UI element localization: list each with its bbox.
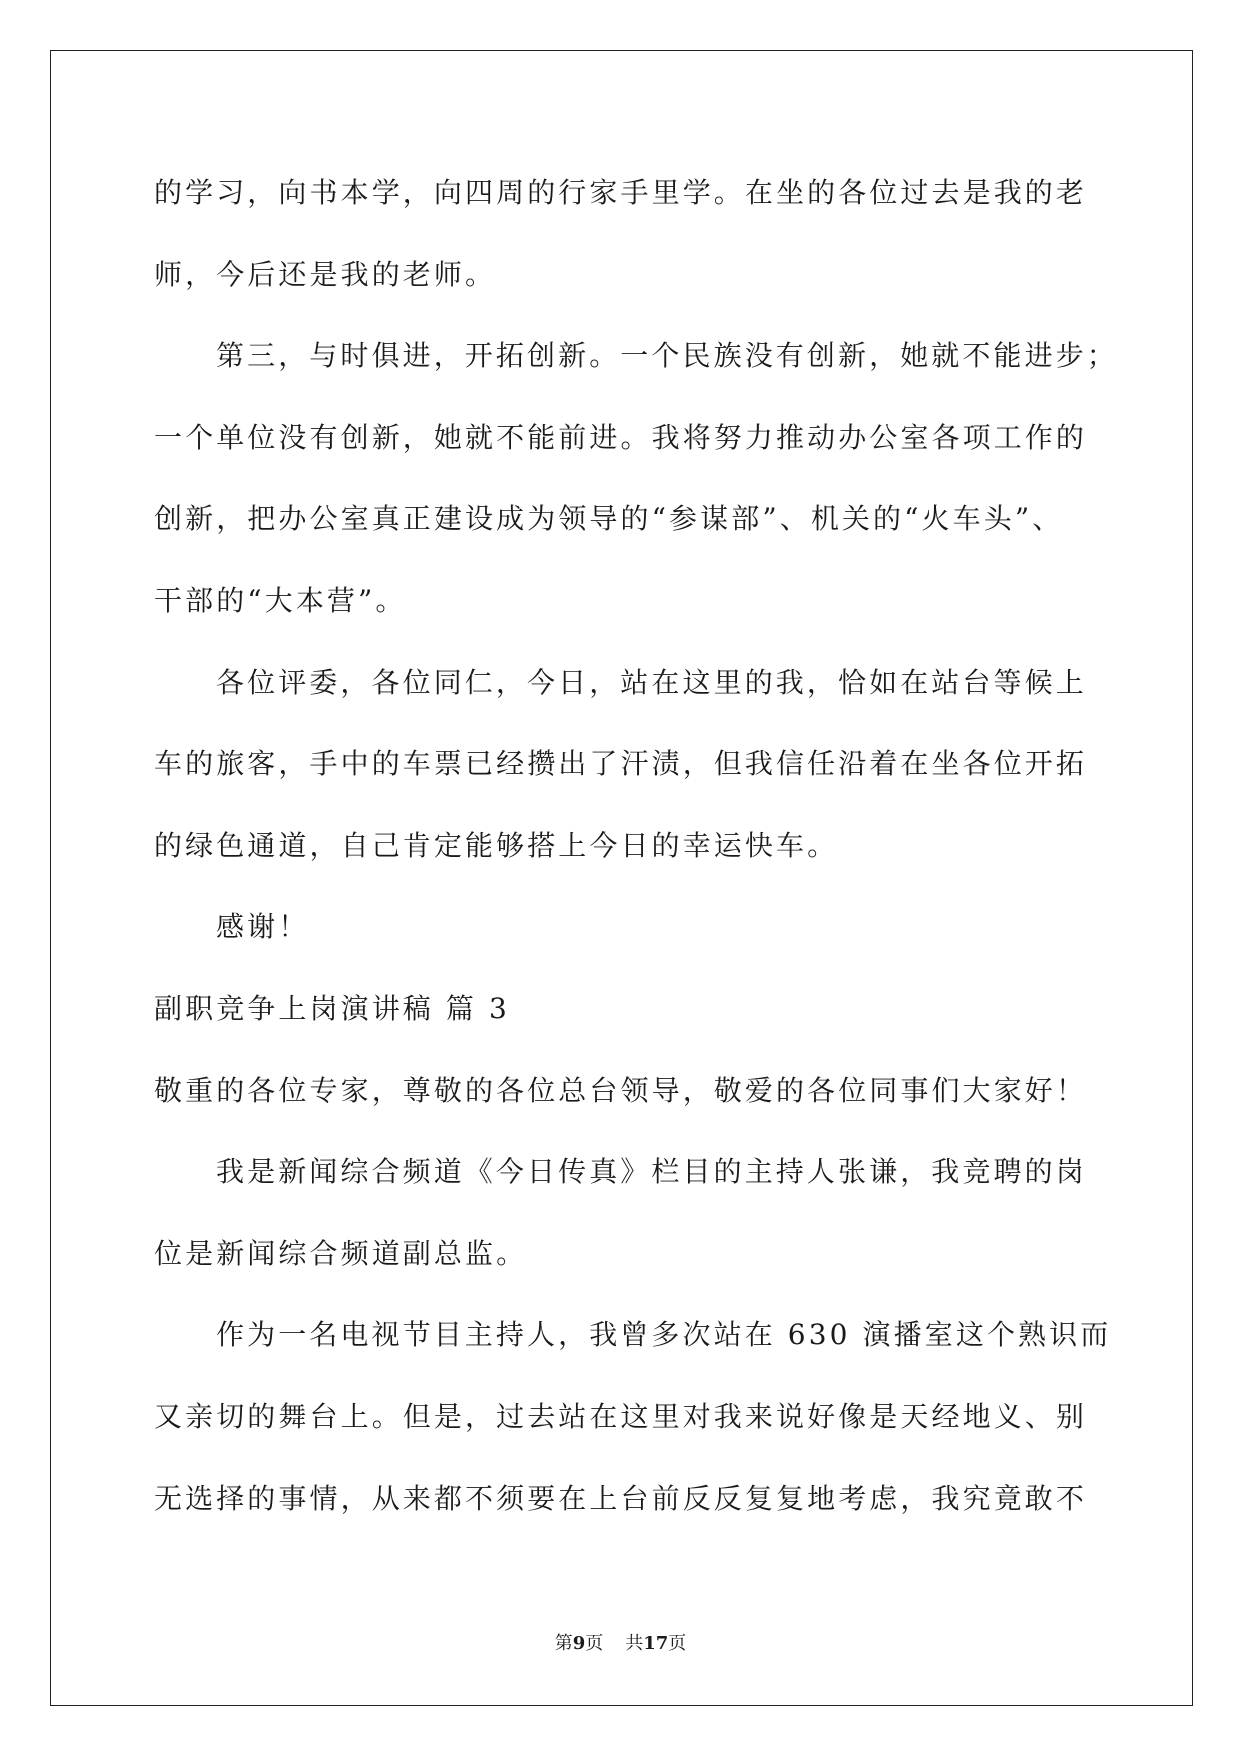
paragraph-start-line: 我是新闻综合频道《今日传真》栏目的主持人张谦，我竞聘的岗 <box>216 1155 1087 1189</box>
total-prefix: 共 <box>625 1633 644 1654</box>
page-suffix: 页 <box>585 1633 604 1654</box>
text-line: 无选择的事情，从来都不须要在上台前反反复复地考虑，我究竟敢不 <box>154 1481 1088 1515</box>
text-line: 一个单位没有创新，她就不能前进。我将努力推动办公室各项工作的 <box>154 420 1088 454</box>
paragraph-start-line: 各位评委，各位同仁，今日，站在这里的我，恰如在站台等候上 <box>216 665 1087 699</box>
text-line: 位是新闻综合频道副总监。 <box>154 1236 528 1270</box>
page-prefix: 第 <box>554 1633 573 1654</box>
total-pages: 17 <box>643 1633 669 1654</box>
paragraph-start-line: 作为一名电视节目主持人，我曾多次站在 630 演播室这个熟识而 <box>216 1318 1112 1352</box>
text-line: 师，今后还是我的老师。 <box>154 257 497 291</box>
total-suffix: 页 <box>668 1633 687 1654</box>
text-line: 创新，把办公室真正建设成为领导的“参谋部”、机关的“火车头”、 <box>154 502 1064 536</box>
thanks-line: 感谢！ <box>216 910 310 944</box>
text-line: 的学习，向书本学，向四周的行家手里学。在坐的各位过去是我的老 <box>154 176 1088 209</box>
page-number: 9 <box>572 1633 586 1654</box>
paragraph-start-line: 第三，与时俱进，开拓创新。一个民族没有创新，她就不能进步； <box>216 339 1118 373</box>
text-line: 的绿色通道，自己肯定能够搭上今日的幸运快车。 <box>154 828 839 862</box>
greeting-line: 敬重的各位专家，尊敬的各位总台领导，敬爱的各位同事们大家好！ <box>154 1073 1088 1107</box>
document-body <box>154 152 1154 1539</box>
text-line: 车的旅客，手中的车票已经攒出了汗渍，但我信任沿着在坐各位开拓 <box>154 747 1088 781</box>
page-footer <box>0 1630 1241 1658</box>
section-heading: 副职竞争上岗演讲稿 篇 3 <box>154 991 510 1025</box>
text-line: 又亲切的舞台上。但是，过去站在这里对我来说好像是天经地义、别 <box>154 1399 1088 1433</box>
text-line: 干部的“大本营”。 <box>154 583 407 617</box>
